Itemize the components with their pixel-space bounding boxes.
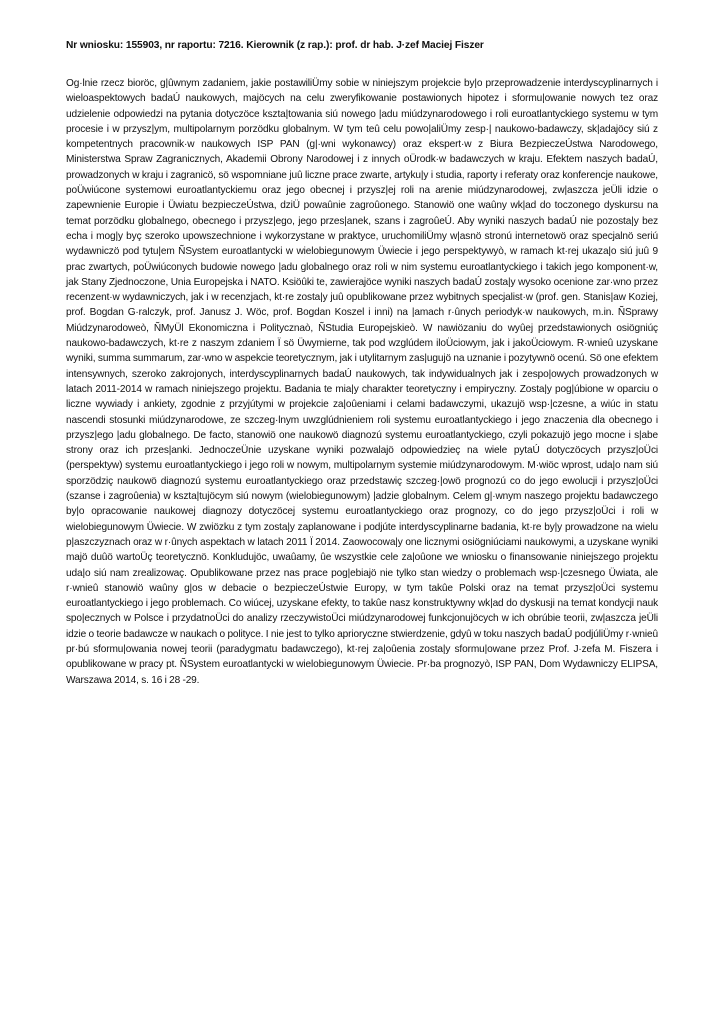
- report-body-paragraph: Og·lnie rzecz bioröc, g|ûwnym zadaniem, jakie postawiliÜmy sobie w niniejszym projekcie by|o przeprowadzenie interdyscyplinarnych i wieloaspektowych badaÚ naukowych, majöcych na celu zweryfikowanie postawionych hipotez i sformu|owanie nowych tez oraz udzielenie odpowiedzi na pytania dotyczöce kszta|towania siú nowego |adu miúdzynarodowego i roli euroatlantyckiego systemu w tym procesie i w przysz|ym, multipolarnym porzödku globalnym. W tym teû celu powo|aliÜmy zesp·| naukowo-badawczy, sk|adajöcy siú z kompetentnych pracownik·w naukowych ISP PAN (g|·wni wykonawcy) oraz ekspert·w z Biura BezpieczeÚstwa Narodowego, Ministerstwa Spraw Zagranicznych, Akademii Obrony Narodowej i z innych oÜrodk·w badawczych w kraju. Efektem naszych badaÚ, prowadzonych w kraju i zagranicö, sö wspomniane juû liczne prace zwarte, artyku|y i studia, raporty i referaty oraz konferencje naukowe, poÜwiúcone systemowi euroatlantyckiemu oraz jego obecnej i przysz|ej roli na arenie miúdzynarodowej, zw|aszcza jeÜli idzie o zapewnienie Europie i Üwiatu bezpieczeÚstwa, dziÜ powaûnie zagroûonego. Stanowiö one waûny wk|ad do toczonego dyskursu na temat porzödku globalnego, obecnego i przysz|ego, jego przes|anek, szans i zagroûeÚ. Aby wyniki naszych badaÚ nie pozosta|y bez echa i mog|y byç szeroko upowszechnione i wykorzystane w praktyce, uruchomiliÜmy w|asnö stronú internetowö oraz specjalnö seriú wydawniczö pod tytu|em ÑSystem euroatlantycki w wielobiegunowym Üwiecie i jego perspektywyò, w ramach kt·rej ukaza|o siú juû 9 prac zwartych, poÜwiúconych budowie nowego |adu globalnego oraz roli w nim systemu euroatlantyckiego i takich jego komponent·w, jak Stany Zjednoczone, Unia Europejska i NATO. Ksiöûki te, zawierajöce wyniki naszych badaÚ zosta|y wysoko ocenione zar·wno przez recenzent·w wydawniczych, jak i w recenzjach, kt·re zosta|y juû opublikowane przez wybitnych specjalist·w (prof. gen. Stanis|aw Koziej, prof. Bogdan G·ralczyk, prof. Janusz J. Wöc, prof. Bogdan Koszel i inni) na |amach r·ûnych periodyk·w naukowych, m.in. ÑSprawy Miúdzynarodoweò, ÑMyÜl Ekonomiczna i Politycznaò, ÑStudia Europejskieò. W nawiözaniu do wyûej przedstawionych osiögniúç naukowo-badawczych, kt·re z naszym zdaniem Ï sö Üwymierne, tak pod wzglúdem iloÜciowym, jak i jakoÜciowym. R·wnieû uzyskane wyniki, summa summarum, zar·wno w aspekcie teoretycznym, jak i utylitarnym zas|ugujö na uznanie i pozytywnö ocenú. Sö one efektem intensywnych, szeroko zakrojonych, interdyscyplinarnych badaÚ naukowych, tak indywidualnych jak i zespo|owych prowadzonych w latach 2011-2014 w ramach niniejszego projektu. Badania te mia|y charakter teoretyczny i empiryczny. Zosta|y pog|úbione w oparciu o liczne wywiady i ankiety, zgodnie z przyjútymi w projekcie za|oûeniami i celami badawczymi, ukazujö wsp·|czesne, a wiúc in statu nascendi stosunki miúdzynarodowe, ze szczeg·lnym uwzglúdnieniem roli systemu euroatlantyckiego i jego znaczenia dla obecnego i przysz|ego |adu globalnego. De facto, stanowiö one naukowö diagnozú systemu euroatlantyckiego, czyli pokazujö jego mocne i s|abe strony oraz ich przes|anki. JednoczeÜnie uzyskane wyniki pozwalajö odpowiedzieç na wiele pytaÚ dotyczöcych przysz|oÜci (perspektyw) systemu euroatlantyckiego i jego roli w nowym, multipolarnym systemie miúdzynarodowym. M·wiöc wprost, uda|o nam siú sporzödziç naukowö diagnozú systemu euroatlantyckiego oraz przedstawiç szczeg·|owö prognozú co do jego ewolucji i przysz|oÜci (szanse i zagroûenia) w kszta|tujöcym siú nowym (wielobiegunowym) |adzie globalnym. Celem g|·wnym naszego projektu badawczego by|o opracowanie naukowej diagnozy dotyczöcej systemu euroatlantyckiego oraz prognozy, co do jego przysz|oÜci i roli w wielobiegunowym Üwiecie. W zwiözku z tym zosta|y zaplanowane i podjúte interdyscyplinarne badania, kt·re by|y prowadzone na wielu p|aszczyznach oraz w r·ûnych aspektach w latach 2011 Ï 2014. Zaowocowa|y one licznymi osiögniúciami naukowymi, a uzyskane wyniki majö duûö wartoÜç teoretycznö. Konkludujöc, uwaûamy, ûe wszystkie cele za|oûone we wniosku o finansowanie niniejszego projektu uda|o siú nam zrealizowaç. Opublikowane przez nas prace pog|ebiajö nie tylko stan wiedzy o problemach wsp·|czesnego Üwiata, ale r·wnieû stanowiö waûny g|os w debacie o bezpieczeÚstwie Europy, w tym takûe Polski oraz na temat przysz|oÜci systemu euroatlantyckiego i jego problemach. Co wiúcej, uzyskane efekty, to takûe nasz konstruktywny wk|ad do dyskusji na temat kondycji nauk spo|ecznych w Polsce i przydatnoÜci do analizy rzeczywistoÜci miúdzynarodowej funkcjonujöcych w ich obrúbie teorii, zw|aszcza jeÜli idzie o teorie badawcze w naukach o polityce. I nie jest to tylko aprioryczne stwierdzenie, gdyû w toku naszych badaÚ podjúliÜmy r·wnieû pr·bú sformu|owania nowej teorii (paradygmatu badawczego), kt·rej za|oûenia zosta|y sformu|owane przez Prof. J·zefa M. Fiszera i opublikowane w pracy pt. ÑSystem euroatlantycki w wielobiegunowym Üwiecie. Pr·ba prognozyò, ISP PAN, Dom Wydawniczy ELIPSA, Warszawa 2014, s. 16 i 28 -29.: [66, 78, 658, 686]
- report-header: Nr wniosku: 155903, nr raportu: 7216. Kierownik (z rap.): prof. dr hab. J·zef Maciej Fiszer: [66, 40, 484, 51]
